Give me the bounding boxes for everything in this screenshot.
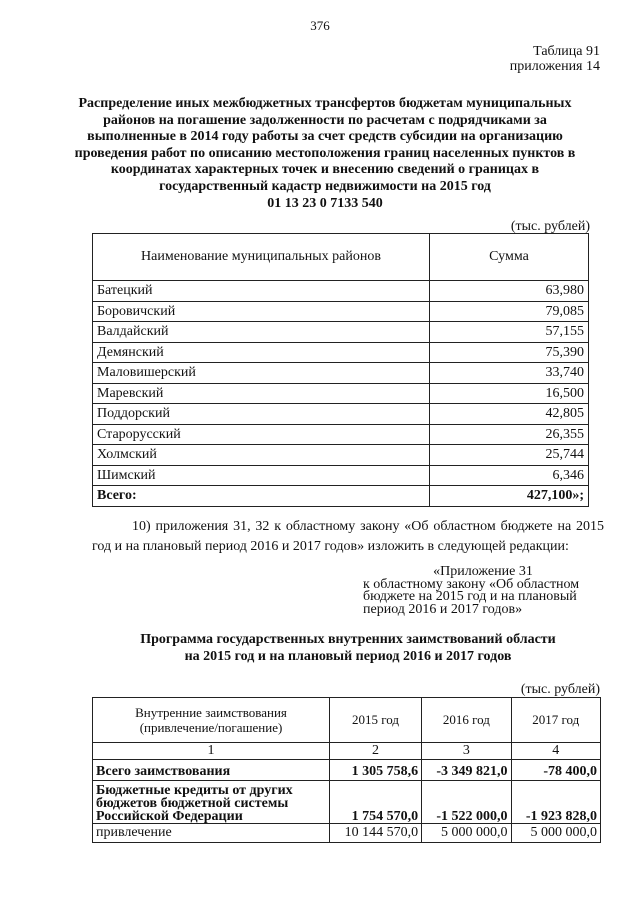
- amendment-paragraph: 10) приложения 31, 32 к областному закону «Об областном бюджете на 2015 год и на плановый период 2016 и 2017 годов» изложить в следующей редакции:: [92, 519, 604, 554]
- district-name: Шимский: [93, 465, 430, 486]
- value-2017: -1 923 828,0: [511, 781, 600, 824]
- district-sum: 42,805: [430, 404, 589, 425]
- total-row: [93, 486, 589, 507]
- district-name: Маревский: [93, 383, 430, 404]
- column-index: 2: [330, 743, 422, 760]
- value-2015: 10 144 570,0: [330, 824, 422, 843]
- header-2017: 2017 год: [511, 698, 600, 743]
- row-label: привлечение: [93, 824, 330, 843]
- table-row: [93, 760, 601, 781]
- header-2016: 2016 год: [422, 698, 511, 743]
- borrowing-program-title: [92, 631, 604, 665]
- value-2016: 5 000 000,0: [422, 824, 511, 843]
- column-index: 1: [93, 743, 330, 760]
- column-index-row: [93, 743, 601, 760]
- transfers-table-header: [93, 234, 589, 281]
- table-row: [93, 301, 589, 322]
- district-name: Валдайский: [93, 322, 430, 343]
- header-2015: 2015 год: [330, 698, 422, 743]
- table-row: [93, 465, 589, 486]
- table-row: [93, 383, 589, 404]
- value-2017: -78 400,0: [511, 760, 600, 781]
- table-ref-line2: приложения 14: [509, 59, 600, 74]
- table-row: [93, 342, 589, 363]
- value-2016: -1 522 000,0: [422, 781, 511, 824]
- header-district-name: Наименование муниципальных районов: [93, 234, 430, 281]
- appendix-31-subtitle: к областному закону «Об областном бюджете на 2015 год и на плановый период 2016 и 2017 годов»: [363, 576, 580, 617]
- total-sum: 427,100»;: [430, 486, 589, 507]
- district-sum: 75,390: [430, 342, 589, 363]
- table-reference: [510, 44, 600, 74]
- units-label-1: (тыс. рублей): [510, 219, 590, 234]
- value-2016: -3 349 821,0: [422, 760, 511, 781]
- district-sum: 16,500: [430, 383, 589, 404]
- table-row: [93, 322, 589, 343]
- appendix-31-heading: [363, 566, 603, 616]
- table-row: [93, 424, 589, 445]
- units-label-2: (тыс. рублей): [520, 682, 600, 697]
- borrowing-title-line1: Программа государственных внутренних заимствований области: [140, 632, 556, 647]
- table-row: [93, 281, 589, 302]
- row-label: Всего заимствования: [93, 760, 330, 781]
- district-name: Боровичский: [93, 301, 430, 322]
- page-number: 376: [310, 18, 330, 33]
- district-name: Демянский: [93, 342, 430, 363]
- borrowing-table-header: [93, 698, 601, 743]
- total-label: Всего:: [93, 486, 430, 507]
- budget-code: 01 13 23 0 7133 540: [267, 195, 383, 211]
- value-2015: 1 305 758,6: [330, 760, 422, 781]
- header-sum: Сумма: [430, 234, 589, 281]
- district-name: Холмский: [93, 445, 430, 466]
- district-sum: 79,085: [430, 301, 589, 322]
- column-index: 4: [511, 743, 600, 760]
- district-name: Поддорский: [93, 404, 430, 425]
- district-name: Маловишерский: [93, 363, 430, 384]
- value-2017: 5 000 000,0: [511, 824, 600, 843]
- district-sum: 25,744: [430, 445, 589, 466]
- table-row: [93, 404, 589, 425]
- district-name: Батецкий: [93, 281, 430, 302]
- value-2015: 1 754 570,0: [330, 781, 422, 824]
- appendix-31-title: «Приложение 31: [433, 564, 533, 579]
- row-label: Бюджетные кредиты от других бюджетов бюджетной системы Российской Федерации: [93, 781, 330, 824]
- column-index: 3: [422, 743, 511, 760]
- table-row: [93, 363, 589, 384]
- distribution-title-text: Распределение иных межбюджетных трансфертов бюджетам муниципальных районов на погашение задолженности по расчетам с подрядчиками за выполненные в 2014 году работы за счет средств субсидии на организацию проведения работ по описанию местоположения границ населенных пунктов в координатах характерных точек и внесению сведений о границах в государственный кадастр недвижимости на 2015 год: [74, 96, 576, 194]
- district-sum: 33,740: [430, 363, 589, 384]
- distribution-title: [60, 96, 590, 212]
- table-row: [93, 445, 589, 466]
- district-sum: 26,355: [430, 424, 589, 445]
- district-sum: 57,155: [430, 322, 589, 343]
- transfers-table: [92, 233, 589, 507]
- table-row: [93, 781, 601, 824]
- district-name: Старорусский: [93, 424, 430, 445]
- table-row: [93, 824, 601, 843]
- borrowing-title-line2: на 2015 год и на плановый период 2016 и 2017 годов: [184, 649, 512, 664]
- borrowing-table: [92, 697, 601, 843]
- header-borrowing-type: Внутренние заимствования (привлечение/погашение): [93, 698, 330, 743]
- district-sum: 63,980: [430, 281, 589, 302]
- district-sum: 6,346: [430, 465, 589, 486]
- table-ref-line1: Таблица 91: [533, 44, 600, 59]
